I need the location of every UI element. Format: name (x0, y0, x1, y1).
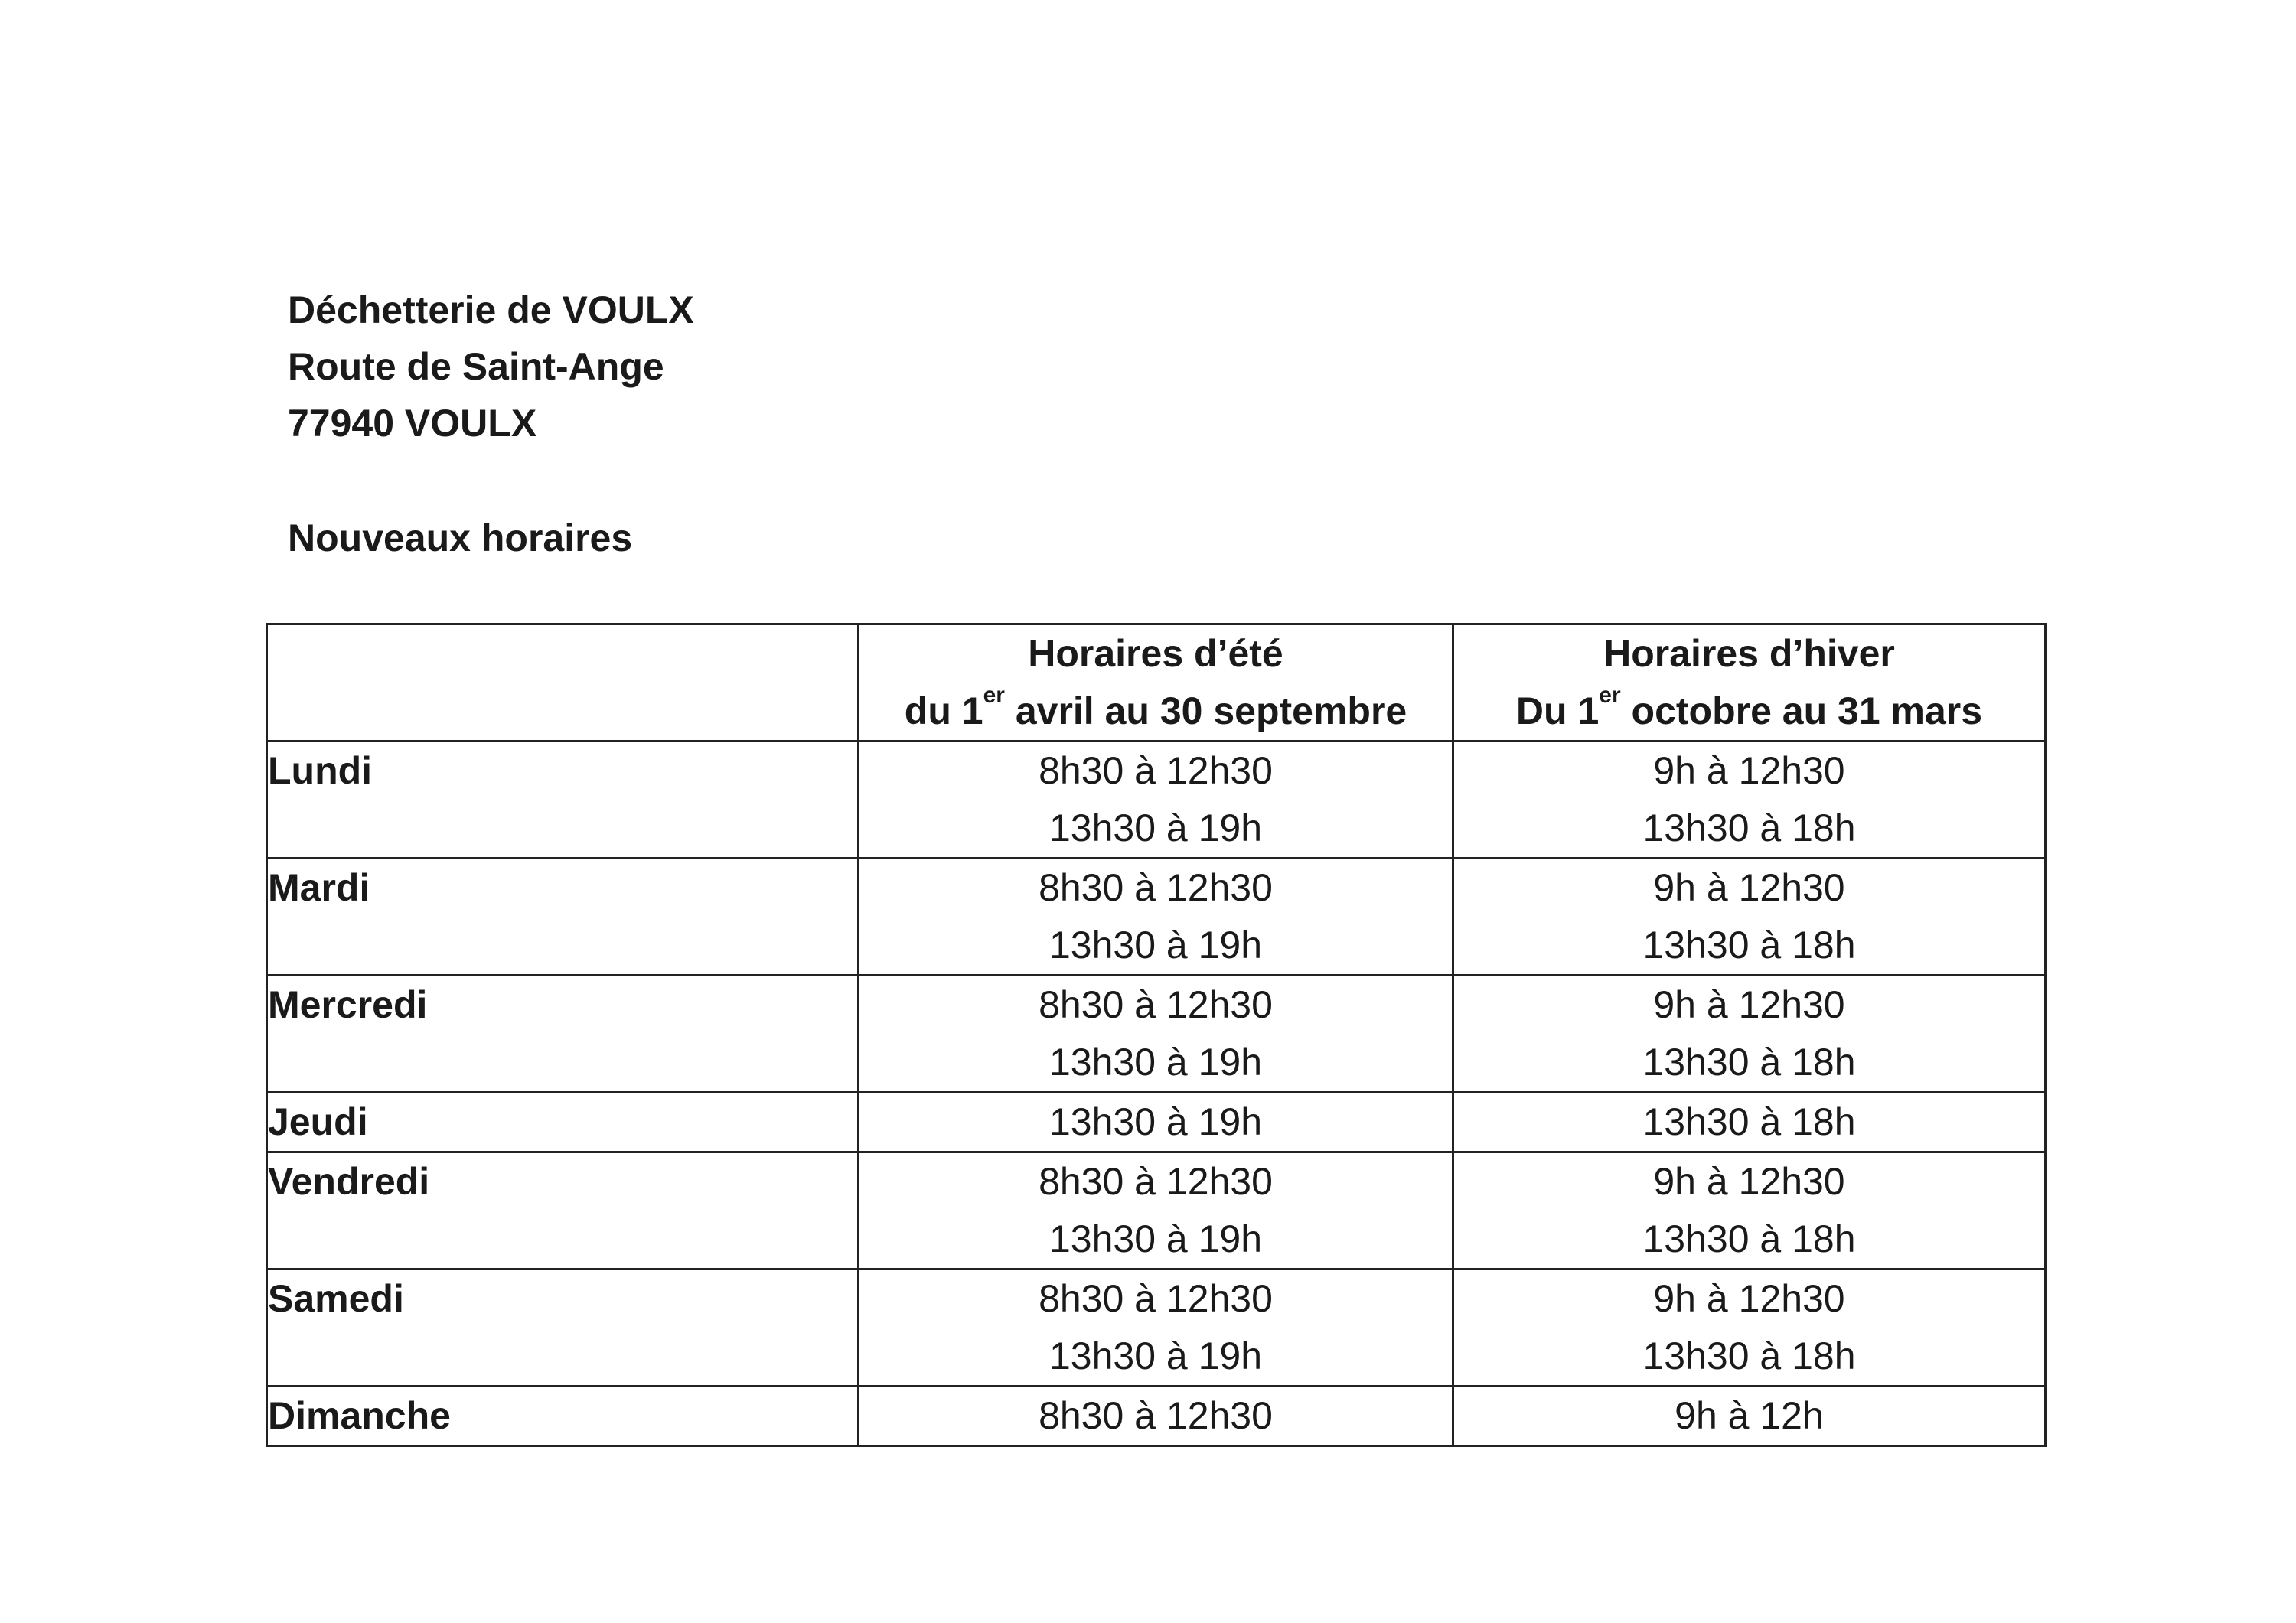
summer-hours-cell (859, 1093, 1453, 1152)
time-slot: 9h à 12h30 (1653, 983, 1845, 1026)
summer-hours-title: Horaires d’été (1028, 632, 1283, 675)
summer-date-range: du 1er avril au 30 septembre (904, 683, 1407, 732)
address-block (288, 282, 694, 451)
time-slot: 13h30 à 18h (1642, 1100, 1856, 1143)
winter-hours-cell (1453, 1269, 2046, 1387)
table-row (267, 1093, 2046, 1152)
summer-hours-cell (859, 1152, 1453, 1269)
time-slot: 13h30 à 19h (1049, 1217, 1263, 1260)
summer-hours-cell (859, 859, 1453, 976)
winter-hours-header (1453, 624, 2046, 741)
summer-hours-cell (859, 1387, 1453, 1446)
time-slot: 9h à 12h30 (1653, 1160, 1845, 1203)
time-slot: 8h30 à 12h30 (1039, 1160, 1273, 1203)
time-slot: 13h30 à 18h (1642, 1217, 1856, 1260)
time-slot: 13h30 à 18h (1642, 924, 1856, 966)
time-slot: 13h30 à 19h (1049, 1100, 1263, 1143)
winter-date-range: Du 1er octobre au 31 mars (1515, 683, 1983, 732)
winter-hours-cell (1453, 1152, 2046, 1269)
summer-hours-cell (859, 741, 1453, 859)
time-slot: 13h30 à 18h (1642, 1335, 1856, 1377)
summer-hours-cell (859, 1269, 1453, 1387)
table-body (267, 741, 2046, 1446)
day-name: Mercredi (267, 976, 859, 1093)
table-header-row (267, 624, 2046, 741)
empty-header-cell (267, 624, 859, 741)
table-row (267, 859, 2046, 976)
day-name: Dimanche (267, 1387, 859, 1446)
time-slot: 9h à 12h30 (1653, 1277, 1845, 1320)
table-row (267, 741, 2046, 859)
winter-hours-cell (1453, 976, 2046, 1093)
opening-hours-table (266, 623, 2047, 1447)
day-name: Vendredi (267, 1152, 859, 1269)
city-postcode: 77940 VOULX (288, 402, 537, 445)
time-slot: 13h30 à 19h (1049, 924, 1263, 966)
time-slot: 9h à 12h (1675, 1394, 1824, 1437)
table-row (267, 1387, 2046, 1446)
winter-hours-title: Horaires d’hiver (1603, 632, 1895, 675)
table-row (267, 1152, 2046, 1269)
table-row (267, 1269, 2046, 1387)
section-title: Nouveaux horaires (288, 517, 633, 559)
time-slot: 9h à 12h30 (1653, 749, 1845, 792)
summer-hours-header (859, 624, 1453, 741)
time-slot: 8h30 à 12h30 (1039, 1277, 1273, 1320)
day-name: Samedi (267, 1269, 859, 1387)
time-slot: 8h30 à 12h30 (1039, 866, 1273, 909)
time-slot: 9h à 12h30 (1653, 866, 1845, 909)
time-slot: 13h30 à 19h (1049, 807, 1263, 849)
time-slot: 8h30 à 12h30 (1039, 1394, 1273, 1437)
winter-hours-cell (1453, 859, 2046, 976)
time-slot: 13h30 à 19h (1049, 1041, 1263, 1084)
time-slot: 13h30 à 18h (1642, 1041, 1856, 1084)
table-row (267, 976, 2046, 1093)
summer-hours-cell (859, 976, 1453, 1093)
facility-name: Déchetterie de VOULX (288, 288, 694, 331)
day-name: Lundi (267, 741, 859, 859)
time-slot: 13h30 à 18h (1642, 807, 1856, 849)
day-name: Jeudi (267, 1093, 859, 1152)
time-slot: 13h30 à 19h (1049, 1335, 1263, 1377)
time-slot: 8h30 à 12h30 (1039, 749, 1273, 792)
street-address: Route de Saint-Ange (288, 345, 664, 388)
time-slot: 8h30 à 12h30 (1039, 983, 1273, 1026)
winter-hours-cell (1453, 1387, 2046, 1446)
winter-hours-cell (1453, 741, 2046, 859)
winter-hours-cell (1453, 1093, 2046, 1152)
day-name: Mardi (267, 859, 859, 976)
